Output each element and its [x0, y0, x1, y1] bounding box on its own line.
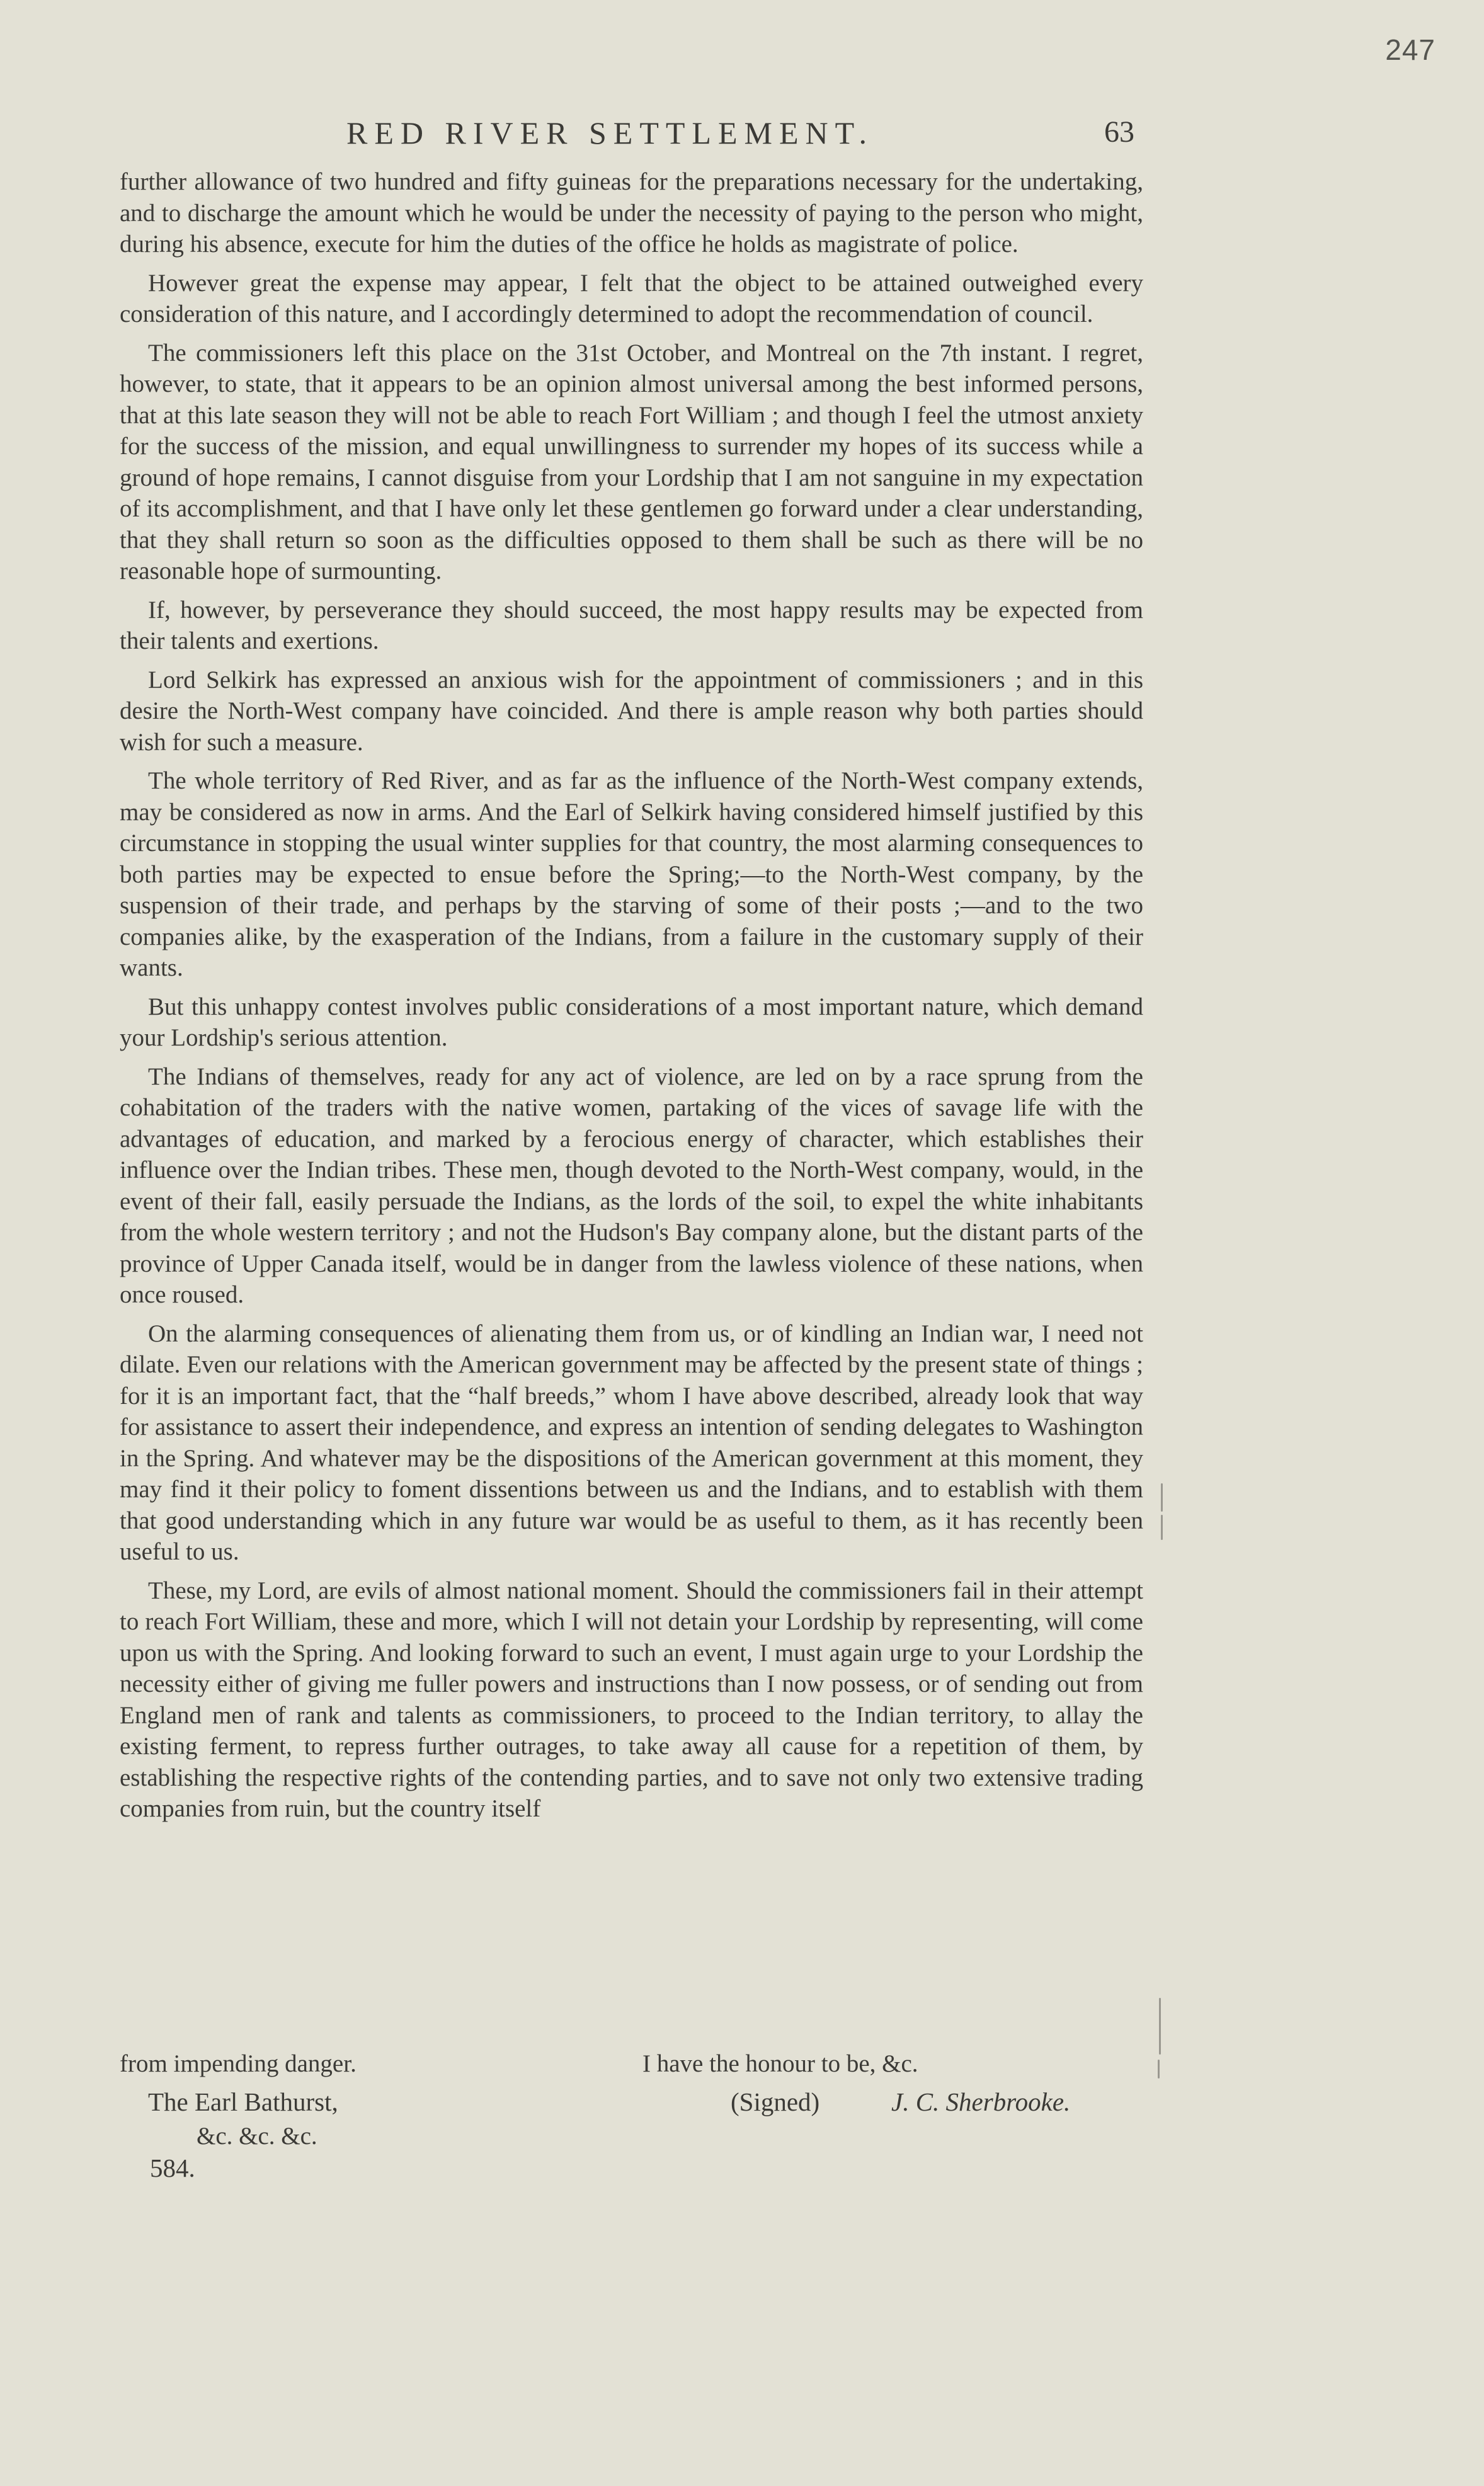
running-head: [120, 115, 1143, 159]
signed-label: (Signed): [731, 2087, 820, 2116]
letter-body: [120, 166, 1143, 1832]
closing-final-words: from impending danger.: [120, 2050, 357, 2077]
paragraph: On the alarming consequences of alienating them from us, or of kindling an Indian war, I need not dilate. Even our relations with the American government may be affected by the present state of things ; for it is an important fact, that the “half breeds,” whom I have above described, already look that way for assistance to assert their independence, and express an intention of sending delegates to Washington in the Spring. And whatever may be the dispositions of the American government at this moment, they may find it their policy to foment dissentions between us and the Indians, and to establish with them that good understanding which in any future war would be as useful to them, as it has recently been useful to us.: [120, 1320, 1143, 1565]
paragraph: The Indians of themselves, ready for any act of violence, are led on by a race sprung from the cohabitation of the traders with the native women, partaking of the vices of savage life with the advantages of education, and marked by a ferocious energy of character, which establishes their influence over the Indian tribes. These men, though devoted to the North-West company, would, in the event of their fall, easily persuade the Indians, as the lords of the soil, to expel the white inhabitants from the whole western territory ; and not the Hudson's Bay company alone, but the distant parts of the province of Upper Canada itself, would be in danger from the lawless violence of these nations, when once roused.: [120, 1063, 1143, 1308]
paragraph: However great the expense may appear, I felt that the object to be attained outweighed every consideration of this nature, and I accordingly determined to adopt the recommendation of council.: [120, 269, 1143, 328]
closing-honour: I have the honour to be, &c.: [642, 2050, 918, 2077]
margin-mark: [1161, 1483, 1163, 1512]
document-number: 584.: [150, 2153, 195, 2182]
paragraph: These, my Lord, are evils of almost national moment. Should the commissioners fail in their attempt to reach Fort William, these and more, which I will not detain your Lordship by representing, will come upon us with the Spring. And looking forward to such an event, I must again urge to your Lordship the necessity either of giving me fuller powers and instructions than I now possess, or of sending out from England men of rank and talents as commissioners, to proceed to the Indian territory, to allay the existing ferment, to repress further outrages, to take away all cause for a repetition of them, by establishing the respective rights of the contending parties, and to save not only two extensive trading companies from ruin, but the country itself: [120, 1577, 1143, 1822]
addressee: The Earl Bathurst,: [148, 2087, 338, 2116]
paragraph: If, however, by perseverance they should succeed, the most happy results may be expected from their talents and exertions.: [120, 596, 1143, 654]
paragraph: further allowance of two hundred and fifty guineas for the preparations necessary for the undertaking, and to discharge the amount which he would be under the necessity of paying to the person who might, during his absence, execute for him the duties of the office he holds as magistrate of police.: [120, 168, 1143, 258]
margin-mark: [1159, 1998, 1161, 2055]
paragraph: The whole territory of Red River, and as far as the influence of the North-West company extends, may be considered as now in arms. And the Earl of Selkirk having considered himself justified by this circumstance in stopping the usual winter supplies for that country, the most alarming consequences to both parties may be expected to ensue before the Spring;—to the North-West company, by the suspension of their trade, and perhaps by the starving of some of their posts ;—and to the two companies alike, by the exasperation of the Indians, from a failure in the customary supply of their wants.: [120, 767, 1143, 981]
signer-name: J. C. Sherbrooke.: [891, 2087, 1071, 2116]
paragraph: Lord Selkirk has expressed an anxious wish for the appointment of commissioners ; and in this desire the North-West company have coincided. And there is ample reason why both parties should wish for such a measure.: [120, 666, 1143, 756]
paragraph: But this unhappy contest involves public considerations of a most important nature, which demand your Lordship's serious attention.: [120, 993, 1143, 1051]
margin-mark: [1158, 2060, 1160, 2078]
margin-mark: [1161, 1515, 1163, 1540]
paragraph: The commissioners left this place on the 31st October, and Montreal on the 7th instant. I regret, however, to state, that it appears to be an opinion almost universal among the best informed persons, that at this late season they will not be able to reach Fort William ; and though I feel the utmost anxiety for the success of the mission, and equal unwillingness to surrender my hopes of its success while a ground of hope remains, I cannot disguise from your Lordship that I am not sanguine in my expectation of its accomplishment, and that I have only let these gentlemen go forward under a clear understanding, that they shall return so soon as the difficulties opposed to them shall be such as there will be no reasonable hope of surmounting.: [120, 339, 1143, 584]
addressee-etc: &c. &c. &c.: [197, 2123, 317, 2150]
page-number: 63: [1104, 115, 1134, 149]
running-head-title: RED RIVER SETTLEMENT.: [346, 115, 874, 151]
archive-folio-number: 247: [1385, 33, 1435, 66]
signature-line: [120, 2087, 1143, 2119]
closing-line: [120, 2050, 1143, 2081]
